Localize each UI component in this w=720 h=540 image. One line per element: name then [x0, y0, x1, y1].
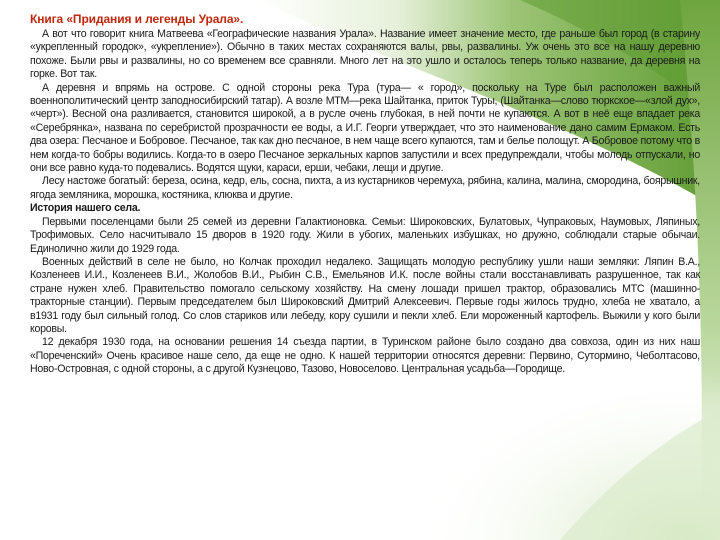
paragraph-island-rivers: А деревня и впрямь на острове. С одной стороны река Тура (тура— « город», поскольку на Туре был расположен важный военнополитический центр заподносибирский татар). А возле МТМ—река Шайтанка, приток Туры, (Шайтанка—слово тюркское—«злой дух», «черт»). Весной она разливается, становится широкой, а в русле очень глубокая, в ней почти не купаются. А вот в неё еще впадает река «Серебрянка», названа по серебристой прозрачности ее воды, а И.Г. Георги утверждает, что это наименование дано самим Ермаком. Есть два озера: Песчаное и Бобровое. Песчаное, так как дно песчаное, в нем чаще всего купаются, там и белье полощут. А Бобровое потому что в нем когда-то бобры водились. Когда-то в озеро Песчаное зеркальных карпов запустили и всех предупреждали, чтобы молодь отпускали, но они все равно куда-то подевались. Водятся щуки, караси, ерши, чебаки, лещи и другие.	[30, 81, 700, 175]
paragraph-forest: Лесу настоже богатый: береза, осина, кедр, ель, сосна, пихта, а из кустарников черемуха, рябина, калина, малина, смородина, боярышник, ягода земляника, морошка, костяника, клюква и другие.	[30, 175, 700, 201]
section-heading-history: История нашего села.	[30, 202, 141, 215]
document-text-box	[30, 12, 700, 532]
document-title: Книга «Придания и легенды Урала».	[30, 12, 244, 26]
paragraph-sovkhoz: 12 декабря 1930 года, на основании решения 14 съезда партии, в Туринском районе было создано два совхоза, один из них наш «Пореченский» Очень красивое наше село, да еще не одно. К нашей территории относятся деревни: Первино, Сутормино, Чеболтасово, Ново-Островная, с одной стороны, а с другой Кузнецово, Тазово, Новоселово. Центральная усадьба—Городище.	[30, 336, 700, 376]
paragraph-title-meaning: А вот что говорит книга Матвеева «Географические названия Урала». Название имеет значение место, где раньше был город (в старину «укрепленный городок», «укрепление»). Обычно в таких местах сохраняются валы, рвы, развалины. Уж очень это все на нашу деревню похоже. Были рвы и развалины, но со временем все сравняли. Много лет на это ушло и осталось теперь только название, да деревня на горке. Вот так.	[30, 28, 700, 81]
paragraph-war-and-restoration: Военных действий в селе не было, но Колчак проходил недалеко. Защищать молодую республику ушли наши земляки: Ляпин В.А., Козленеев И.И., Козленеев В.И., Жолобов В.И., Рыбин С.В., Емельянов И.К. после войны стали восстанавливать разрушенное, так как стране нужен хлеб. Правительство помогало сельскому хозяйству. На смену лошади пришел трактор, образовались МТС (машинно-тракторные станции). Первым председателем был Широковский Дмитрий Алексеевич. Первые годы жилось трудно, хлеба не хватало, а в1931 году был сильный голод. Со слов стариков или лебеду, кору сушили и пекли хлеб. Ели мороженный картофель. Выжили у кого были коровы.	[30, 255, 700, 335]
paragraph-first-settlers: Первыми поселенцами были 25 семей из деревни Галактионовка. Семьи: Широковских, Булатовых, Чупраковых, Наумовых, Ляпиных, Трофимовых. Село насчитывало 15 дворов в 1920 году. Жили в убогих, маленьких избушках, но дружно, соблюдали старые обычаи. Единолично жили до 1929 года.	[30, 215, 700, 255]
